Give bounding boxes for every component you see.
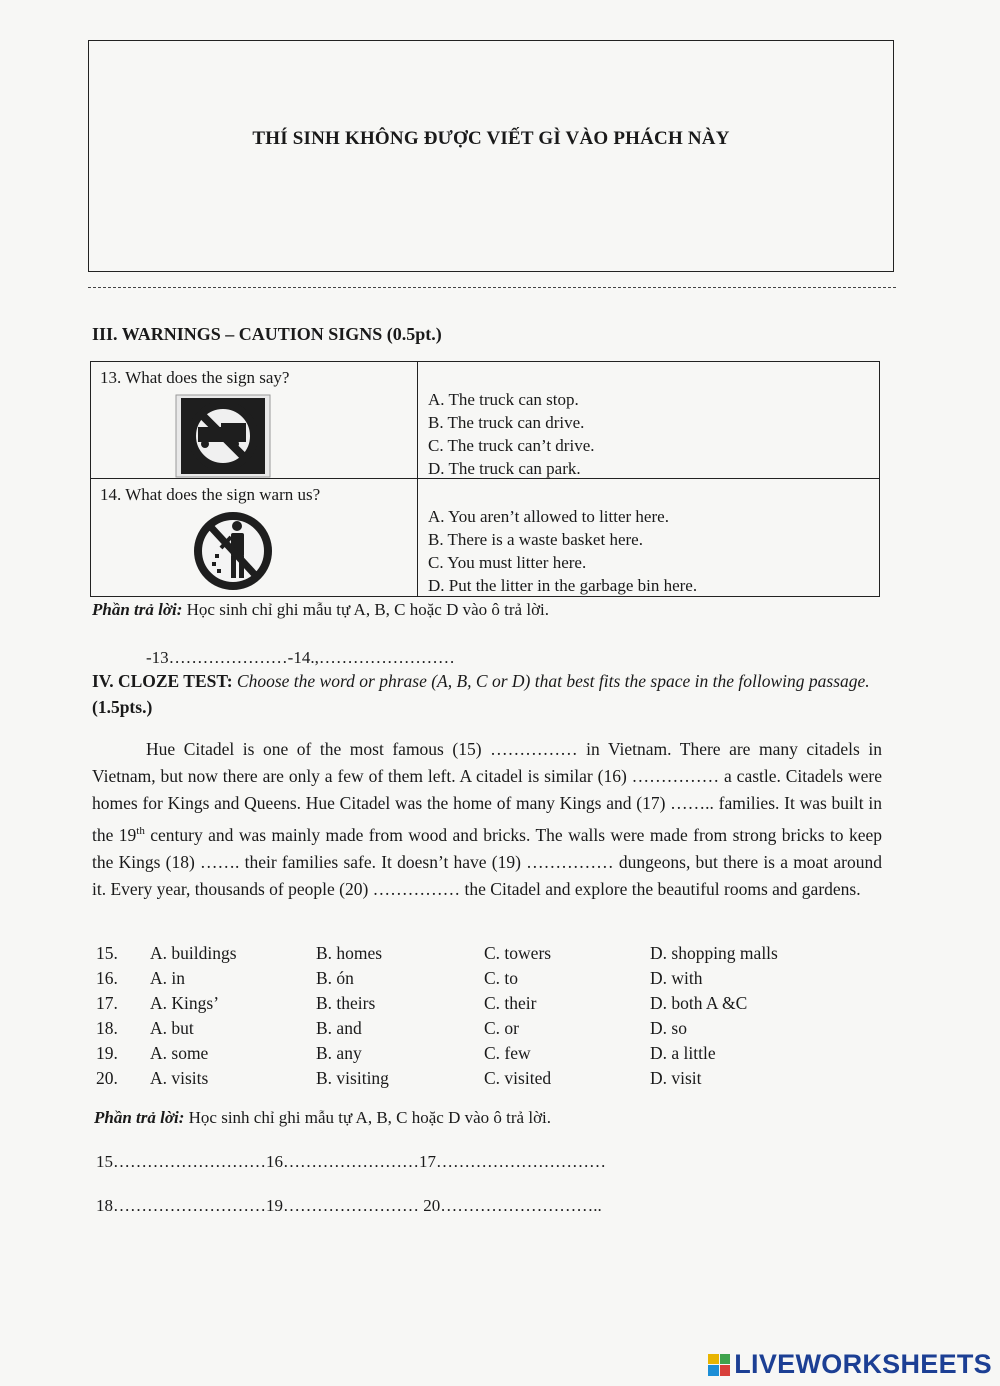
- section-4-title-italic: Choose the word or phrase (A, B, C or D) that best fits the space in the following passage.: [236, 671, 870, 691]
- choice-num: 19.: [96, 1043, 118, 1063]
- choice-b: B. and: [316, 1018, 362, 1038]
- brand-logo-icon: [708, 1354, 730, 1376]
- choice-c: C. their: [484, 993, 537, 1013]
- choice-b: B. any: [316, 1043, 362, 1063]
- cloze-passage: [92, 736, 882, 903]
- choice-a: A. visits: [150, 1068, 209, 1088]
- answer-label: Phần trả lời:: [92, 600, 183, 619]
- choice-a: A. but: [150, 1018, 194, 1038]
- choice-c: C. visited: [484, 1068, 552, 1088]
- choice-b: B. ón: [316, 968, 354, 988]
- table-row: [91, 479, 880, 597]
- brand-text: LIVEWORKSHEETS: [734, 1349, 992, 1379]
- answer-blanks-row-1[interactable]: 15………………………16……………………17…………………………: [96, 1152, 606, 1171]
- choice-c: C. to: [484, 968, 519, 988]
- section-4-title-bold: IV. CLOZE TEST:: [92, 671, 233, 691]
- option-13-c: C. The truck can’t drive.: [428, 436, 595, 455]
- question-13-cell: [91, 362, 418, 479]
- choice-a: A. Kings’: [150, 993, 220, 1013]
- table-row: [91, 362, 880, 479]
- choice-a: A. in: [150, 968, 185, 988]
- passage-part-2: century and was mainly made from wood and bricks. The walls were made from strong bricks to keep the Kings (18) ……. their families safe. It doesn’t have (19) …………… dungeons, but there is a moat around it. Every year, thousands of people (20) …………… the Citadel and explore the beautiful rooms and gardens.: [92, 824, 882, 899]
- choice-c: C. towers: [484, 943, 552, 963]
- choice-d: D. shopping malls: [650, 943, 778, 963]
- section-4-points: (1.5pts.): [92, 697, 153, 717]
- passage-part-1: Hue Citadel is one of the most famous (15) …………… in Vietnam. There are many citadels in Vietnam, but now there are only a few of them left. A citadel is similar (16) …………… a castle. Citadels were homes for Kings and Queens. Hue Citadel was the home of many Kings and (17) …….. families. It was built in the 19: [92, 739, 882, 845]
- option-13-a: A. The truck can stop.: [428, 390, 579, 409]
- answer-label: Phần trả lời:: [94, 1108, 185, 1127]
- question-14-text: 14. What does the sign warn us?: [100, 485, 321, 504]
- choice-b: B. theirs: [316, 993, 376, 1013]
- question-13-text: 13. What does the sign say?: [100, 368, 290, 387]
- choice-c: C. or: [484, 1018, 519, 1038]
- choice-num: 16.: [96, 968, 118, 988]
- option-14-c: C. You must litter here.: [428, 553, 587, 572]
- option-13-d: D. The truck can park.: [428, 459, 581, 478]
- no-littering-sign-icon: [185, 512, 281, 590]
- brand-watermark: [708, 1349, 992, 1380]
- header-title: THÍ SINH KHÔNG ĐƯỢC VIẾT GÌ VÀO PHÁCH NÀY: [252, 128, 730, 149]
- choice-num: 15.: [96, 943, 118, 963]
- option-14-d: D. Put the litter in the garbage bin here.: [428, 576, 698, 595]
- signs-table: [90, 361, 880, 597]
- choice-b: B. visiting: [316, 1068, 389, 1088]
- choice-num: 18.: [96, 1018, 118, 1038]
- option-14-a: A. You aren’t allowed to litter here.: [428, 507, 669, 526]
- choice-num: 20.: [96, 1068, 118, 1088]
- passage-sup: th: [136, 824, 145, 837]
- option-14-b: B. There is a waste basket here.: [428, 530, 643, 549]
- choice-d: D. so: [650, 1018, 687, 1038]
- choice-b: B. homes: [316, 943, 383, 963]
- choice-d: D. a little: [650, 1043, 716, 1063]
- no-truck-sign-icon: [175, 394, 271, 478]
- option-13-b: B. The truck can drive.: [428, 413, 585, 432]
- choice-d: D. both A &C: [650, 993, 748, 1013]
- answer-instruction-4: [94, 1108, 551, 1128]
- answer-blanks-3[interactable]: -13…………………-14.,……………………: [146, 648, 455, 667]
- choice-c: C. few: [484, 1043, 531, 1063]
- choice-a: A. some: [150, 1043, 209, 1063]
- answers-14-cell: [418, 479, 880, 597]
- choice-d: D. visit: [650, 1068, 702, 1088]
- choice-a: A. buildings: [150, 943, 237, 963]
- answer-instruction-3: [92, 600, 549, 620]
- section-3-title: III. WARNINGS – CAUTION SIGNS (0.5pt.): [92, 324, 442, 344]
- section-4-title: [92, 668, 882, 720]
- answers-13-cell: [418, 362, 880, 479]
- choice-d: D. with: [650, 968, 703, 988]
- answer-instruction-text: Học sinh chỉ ghi mẫu tự A, B, C hoặc D vào ô trả lời.: [188, 1108, 552, 1127]
- question-14-cell: [91, 479, 418, 597]
- cut-line: [88, 287, 896, 288]
- choice-num: 17.: [96, 993, 118, 1013]
- answer-instruction-text: Học sinh chỉ ghi mẫu tự A, B, C hoặc D vào ô trả lời.: [186, 600, 550, 619]
- answer-blanks-row-2[interactable]: 18………………………19…………………… 20………………………..: [96, 1196, 602, 1215]
- header-box: [88, 40, 894, 272]
